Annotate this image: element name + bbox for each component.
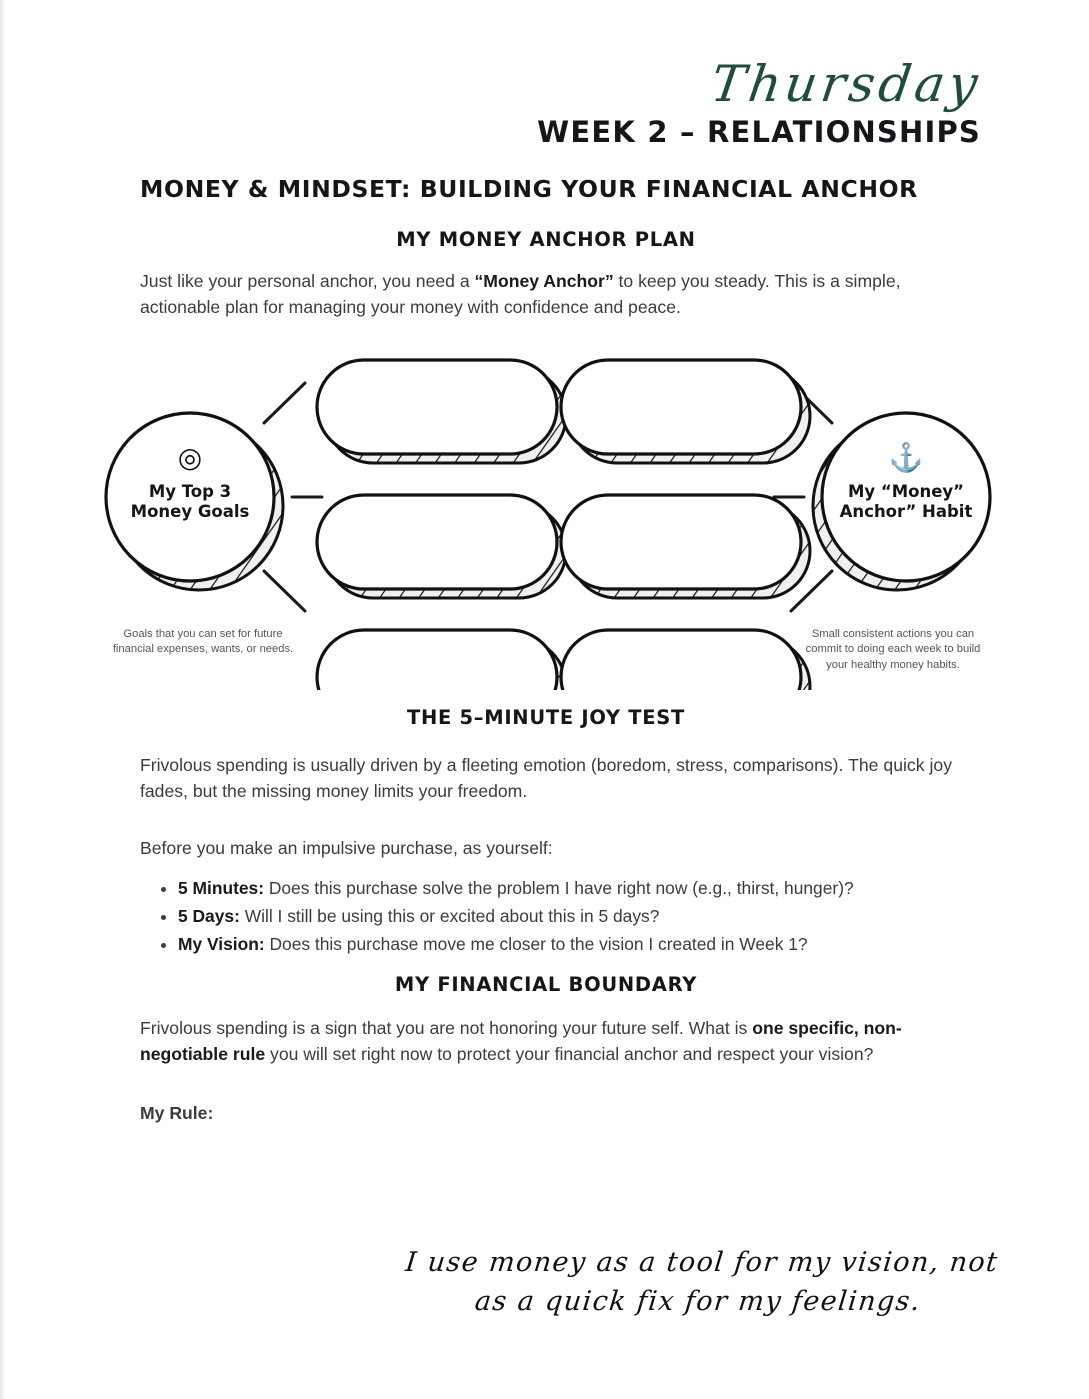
bullet-label: 5 Days:	[178, 906, 240, 927]
week-title: WEEK 2 – RELATIONSHIPS	[537, 114, 981, 149]
bullet-text: Will I still be using this or excited about this in 5 days?	[239, 906, 660, 927]
list-item	[178, 931, 952, 957]
anchor-icon: ⚓	[888, 442, 924, 473]
blank-box	[317, 495, 566, 598]
blank-box	[561, 630, 810, 690]
money-anchor-diagram	[100, 305, 996, 690]
anchor-plan-heading: MY MONEY ANCHOR PLAN	[396, 228, 696, 251]
joy-test-bullet-list	[140, 875, 952, 958]
my-rule-label: My Rule:	[140, 1102, 214, 1123]
list-item	[178, 903, 952, 929]
day-label: Thursday	[707, 55, 986, 113]
boundary-text-bold: one specific, non-negotiable rule	[140, 1018, 902, 1064]
blank-box	[561, 360, 810, 463]
list-item	[178, 875, 952, 901]
blank-box	[317, 630, 566, 690]
goals-node-line2: Money Goals	[130, 502, 250, 521]
blank-box	[561, 495, 810, 598]
bullet-label: 5 Minutes:	[178, 877, 264, 898]
blank-box-group	[317, 360, 810, 690]
joy-test-heading: THE 5–MINUTE JOY TEST	[407, 706, 685, 729]
boundary-section	[140, 973, 952, 1127]
affirmation-quote	[376, 1243, 1024, 1321]
goals-node-line1: My Top 3	[148, 482, 232, 501]
joy-test-para-1: Frivolous spending is usually driven by a fleeting emotion (boredom, stress, comparisons). The quick joy fades, but the missing money limits your freedom.	[140, 755, 952, 801]
boundary-para	[140, 1016, 952, 1068]
goals-node	[106, 413, 283, 590]
page-header	[461, 55, 986, 149]
habit-node-line2: Anchor” Habit	[839, 502, 973, 521]
boundary-text-a: Frivolous spending is a sign that you are not honoring your future self. What is	[140, 1018, 753, 1038]
intro-text-b: to keep you steady. This is a simple, actionable plan for managing your money with confidence and peace.	[140, 271, 901, 317]
habit-caption: Small consistent actions you can commit to doing each week to build your healthy money habits.	[805, 628, 981, 671]
bullet-text: Does this purchase solve the problem I have right now (e.g., thirst, hunger)?	[264, 877, 854, 898]
boundary-heading: MY FINANCIAL BOUNDARY	[394, 973, 698, 996]
goals-caption: Goals that you can set for future financial expenses, wants, or needs.	[112, 628, 294, 656]
boundary-text-b: you will set right now to protect your financial anchor and respect your vision?	[265, 1043, 874, 1064]
habit-node-line1: My “Money”	[847, 482, 965, 501]
intro-text-a: Just like your personal anchor, you need a	[140, 271, 475, 291]
target-icon: ◎	[177, 442, 203, 473]
blank-box	[317, 360, 566, 463]
bullet-label: My Vision:	[178, 934, 265, 955]
quote-line-2: as a quick fix for my feelings.	[473, 1286, 923, 1318]
joy-test-section	[140, 706, 952, 960]
page-title: MONEY & MINDSET: BUILDING YOUR FINANCIAL ANCHOR	[140, 175, 918, 203]
intro-text-bold: “Money Anchor”	[474, 271, 614, 291]
joy-test-para-2: Before you make an impulsive purchase, as yourself:	[140, 837, 553, 858]
bullet-text: Does this purchase move me closer to the vision I created in Week 1?	[264, 934, 808, 955]
habit-node	[813, 413, 990, 590]
quote-line-1: I use money as a tool for my vision, not	[404, 1247, 1001, 1278]
